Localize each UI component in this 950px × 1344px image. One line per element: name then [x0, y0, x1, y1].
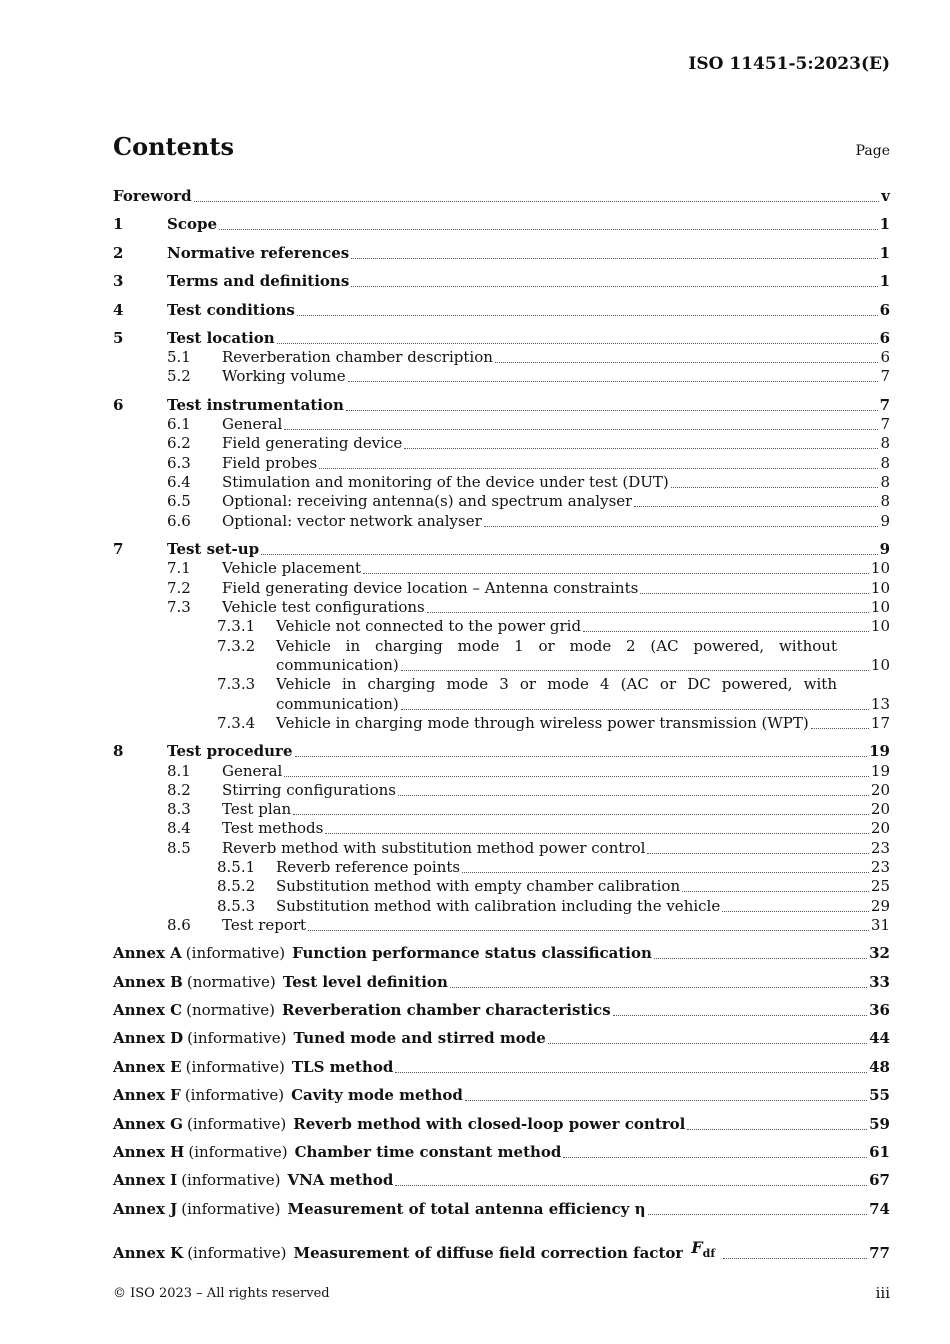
annex-entry[interactable] [113, 973, 890, 993]
toc-entry-page: 7 [879, 396, 890, 414]
annex-page: 77 [869, 1244, 890, 1263]
annex-letter: Annex K [113, 1244, 184, 1263]
toc-entry-continuation[interactable] [276, 695, 890, 715]
leader-dots [404, 447, 878, 449]
annex-entry[interactable] [113, 1238, 890, 1264]
toc-entry-page: 19 [869, 742, 890, 760]
toc-entry-number: 6.1 [167, 415, 191, 433]
annex-kind: (normative) [186, 973, 276, 991]
leader-dots [351, 285, 877, 287]
annex-symbol [691, 1238, 715, 1264]
leader-dots [634, 505, 878, 507]
leader-dots [319, 467, 878, 469]
toc-entry[interactable] [113, 637, 890, 657]
toc-entry-page: 29 [870, 897, 890, 915]
annex-title: Chamber time constant method [294, 1143, 562, 1161]
toc-entry-number: 7.2 [167, 579, 191, 597]
toc-entry[interactable] [113, 415, 890, 435]
toc-entry[interactable] [113, 434, 890, 454]
leader-dots [351, 257, 877, 259]
page-column-label: Page [855, 143, 890, 159]
toc-entry-page: 8 [880, 492, 890, 510]
toc-entry-number: 6 [113, 396, 124, 414]
annex-kind: (informative) [181, 1171, 281, 1189]
toc-entry-title: Vehicle placement [222, 559, 362, 577]
toc-entry-page: 8 [880, 434, 890, 452]
annex-entry[interactable] [113, 1171, 890, 1191]
toc-entry-page: 6 [880, 348, 890, 366]
toc-entry-page: 8 [880, 473, 890, 491]
toc-entry-number: 8.5 [167, 839, 191, 857]
leader-dots [401, 708, 869, 710]
toc-entry-page: 1 [879, 272, 890, 290]
toc-entry-page: 23 [870, 858, 890, 876]
toc-entry[interactable] [113, 215, 890, 235]
toc-entry-number: 1 [113, 215, 124, 233]
toc-entry-title: Test report [222, 916, 307, 934]
toc-entry-page: 6 [879, 329, 890, 347]
annex-title: Measurement of diffuse field correction factor [293, 1244, 684, 1263]
toc-entry-title: Stimulation and monitoring of the device under test (DUT) [222, 473, 669, 491]
leader-dots [548, 1042, 867, 1044]
toc-entry-page: 20 [870, 781, 890, 799]
toc-entry-page: 9 [879, 540, 890, 558]
toc-entry[interactable] [113, 916, 890, 936]
toc-entry-title: Vehicle in charging mode through wireless power transmission (WPT) [276, 714, 809, 732]
annex-letter: Annex E [113, 1058, 182, 1076]
annex-letter: Annex F [113, 1086, 181, 1104]
toc-entry[interactable] [113, 579, 890, 599]
annex-kind: (informative) [188, 1143, 288, 1161]
toc-entry-number: 7 [113, 540, 124, 558]
toc-entry-title: Optional: vector network analyser [222, 512, 482, 530]
leader-dots [654, 957, 867, 959]
toc-entry[interactable] [113, 858, 890, 878]
leader-dots [647, 852, 869, 854]
toc-entry-number: 3 [113, 272, 124, 290]
toc-entry[interactable] [113, 819, 890, 839]
toc-entry-title: Field generating device [222, 434, 403, 452]
toc-entry-title: Test plan [222, 800, 292, 818]
toc-entry-title: Vehicle in charging mode 1 or mode 2 (AC powered, without [276, 637, 837, 655]
toc-entry[interactable] [113, 877, 890, 897]
leader-dots [722, 910, 869, 912]
toc-entry-title: Test location [167, 329, 275, 347]
annex-page: 36 [869, 1001, 890, 1019]
leader-dots [687, 1128, 867, 1130]
leader-dots [346, 409, 878, 411]
leader-dots [219, 228, 878, 230]
toc-entry[interactable] [113, 897, 890, 917]
document-id: ISO 11451-5:2023(E) [688, 54, 890, 74]
toc-entry[interactable] [113, 512, 890, 532]
contents-title: Contents [113, 132, 234, 161]
toc-entry-page: 19 [870, 762, 890, 780]
toc-entry-page: v [881, 187, 890, 205]
leader-dots [450, 986, 867, 988]
toc-entry-number: 5 [113, 329, 124, 347]
annex-entry[interactable] [113, 1115, 890, 1135]
toc-entry[interactable] [113, 559, 890, 579]
toc-entry[interactable] [113, 348, 890, 368]
annex-page: 61 [869, 1143, 890, 1161]
toc-entry-title: Reverberation chamber description [222, 348, 493, 366]
annex-kind: (informative) [184, 1086, 285, 1104]
annex-title: Reverb method with closed-loop power control [293, 1115, 686, 1133]
annex-kind: (normative) [186, 1001, 276, 1019]
toc-entry-number: 8.6 [167, 916, 191, 934]
annex-title: Measurement of total antenna efficiency η [287, 1200, 646, 1218]
toc-entry-number: 6.2 [167, 434, 191, 452]
toc-entry-number: 6.3 [167, 454, 191, 472]
toc-entry-title: Test conditions [167, 301, 295, 319]
annex-letter: Annex J [113, 1200, 178, 1218]
toc-entry[interactable] [113, 781, 890, 801]
annex-letter: Annex I [113, 1171, 178, 1189]
toc-entry-title: Stirring configurations [222, 781, 396, 799]
toc-entry[interactable] [113, 329, 890, 349]
toc-entry[interactable] [113, 454, 890, 474]
leader-dots [325, 832, 869, 834]
leader-dots [348, 380, 879, 382]
toc-entry-page: 20 [870, 800, 890, 818]
toc-entry-number: 8.2 [167, 781, 191, 799]
toc-entry[interactable] [113, 272, 890, 292]
annex-symbol-subscript: df [702, 1247, 716, 1261]
leader-dots [293, 813, 869, 815]
toc-entry-number: 7.3.3 [217, 675, 256, 693]
toc-entry-page: 23 [870, 839, 890, 857]
leader-dots [583, 630, 869, 632]
annex-kind: (informative) [187, 1029, 287, 1047]
toc-entry[interactable] [113, 492, 890, 512]
toc-entry-title: Foreword [113, 187, 192, 205]
toc-entry-title: Reverb reference points [276, 858, 461, 876]
annex-entry[interactable] [113, 1058, 890, 1078]
annex-kind: (informative) [181, 1200, 281, 1218]
annex-page: 44 [869, 1029, 890, 1047]
toc-entry-title: Optional: receiving antenna(s) and spectrum analyser [222, 492, 633, 510]
toc-entry-page: 8 [880, 454, 890, 472]
leader-dots [640, 592, 869, 594]
annex-letter: Annex H [113, 1143, 185, 1161]
leader-dots [398, 794, 869, 796]
toc-entry-number: 8.3 [167, 800, 191, 818]
toc-entry-title: Working volume [222, 367, 346, 385]
leader-dots [671, 486, 879, 488]
toc-entry-title: Scope [167, 215, 218, 233]
annex-page: 32 [869, 944, 890, 962]
annex-letter: Annex B [113, 973, 183, 991]
toc-entry-title: Substitution method with empty chamber calibration [276, 877, 681, 895]
toc-entry[interactable] [113, 714, 890, 734]
leader-dots [563, 1156, 867, 1158]
toc-entry-page: 20 [870, 819, 890, 837]
leader-dots [284, 428, 878, 430]
leader-dots [723, 1257, 867, 1259]
page-number: iii [875, 1284, 890, 1302]
annex-title: Cavity mode method [291, 1086, 463, 1104]
leader-dots [465, 1099, 867, 1101]
toc-entry-number: 8.5.2 [217, 877, 256, 895]
leader-dots [261, 553, 877, 555]
toc-entry-page: 31 [870, 916, 890, 934]
toc-entry-number: 6.5 [167, 492, 191, 510]
toc-entry-page: 13 [870, 695, 890, 713]
toc-entry[interactable] [113, 244, 890, 264]
toc-entry[interactable] [113, 617, 890, 637]
annex-title: Tuned mode and stirred mode [293, 1029, 546, 1047]
leader-dots [395, 1071, 867, 1073]
toc-entry-number: 2 [113, 244, 124, 262]
toc-entry[interactable] [113, 800, 890, 820]
toc-entry-number: 8 [113, 742, 124, 760]
annex-entry[interactable] [113, 1029, 890, 1049]
annex-entry[interactable] [113, 944, 890, 964]
toc-entry-number: 8.5.3 [217, 897, 256, 915]
annex-page: 55 [869, 1086, 890, 1104]
annex-kind: (informative) [185, 1058, 285, 1076]
toc-entry-number: 6.6 [167, 512, 191, 530]
toc-entry[interactable] [113, 396, 890, 416]
copyright-notice: © ISO 2023 – All rights reserved [113, 1286, 330, 1301]
toc-entry-page: 17 [870, 714, 890, 732]
annex-kind: (informative) [186, 1115, 287, 1133]
toc-entry-page: 7 [880, 367, 890, 385]
toc-entry-number: 8.5.1 [217, 858, 256, 876]
toc-entry[interactable] [113, 367, 890, 387]
toc-entry-number: 5.1 [167, 348, 191, 366]
annex-title: TLS method [291, 1058, 394, 1076]
leader-dots [295, 755, 868, 757]
annex-title: VNA method [287, 1171, 394, 1189]
annex-page: 33 [869, 973, 890, 991]
toc-entry[interactable] [113, 187, 890, 207]
leader-dots [682, 890, 869, 892]
toc-entry-page: 7 [880, 415, 890, 433]
toc-entry-number: 7.3 [167, 598, 191, 616]
leader-dots [284, 775, 869, 777]
toc-entry-number: 7.3.4 [217, 714, 256, 732]
leader-dots [462, 871, 869, 873]
annex-page: 59 [869, 1115, 890, 1133]
toc-entry[interactable] [113, 675, 890, 695]
toc-entry-page: 10 [870, 559, 890, 577]
leader-dots [277, 342, 878, 344]
leader-dots [194, 200, 880, 202]
annex-kind: (informative) [187, 1244, 287, 1263]
leader-dots [613, 1014, 867, 1016]
toc-entry-page: 1 [879, 244, 890, 262]
leader-dots [495, 361, 879, 363]
leader-dots [648, 1213, 868, 1215]
leader-dots [811, 727, 869, 729]
annex-entry[interactable] [113, 1001, 890, 1021]
toc-entry[interactable] [113, 839, 890, 859]
toc-entry-page: 6 [879, 301, 890, 319]
annex-kind: (informative) [185, 944, 286, 962]
toc-entry-title: Test set-up [167, 540, 260, 558]
toc-entry-number: 4 [113, 301, 124, 319]
toc-entry-number: 8.1 [167, 762, 191, 780]
leader-dots [427, 611, 869, 613]
toc-entry-title: Normative references [167, 244, 350, 262]
toc-entry-title: General [222, 415, 283, 433]
toc-entry-page: 10 [870, 598, 890, 616]
toc-entry-title-continued: communication) [276, 656, 399, 674]
toc-entry[interactable] [113, 742, 890, 762]
toc-entry-title: Terms and definitions [167, 272, 350, 290]
annex-page: 74 [869, 1200, 890, 1218]
annex-page: 48 [869, 1058, 890, 1076]
toc-entry-title: Substitution method with calibration including the vehicle [276, 897, 721, 915]
toc-entry-page: 10 [870, 579, 890, 597]
toc-entry-page: 9 [880, 512, 890, 530]
annex-letter: Annex A [113, 944, 182, 962]
annex-letter: Annex D [113, 1029, 184, 1047]
toc-entry-title: General [222, 762, 283, 780]
toc-entry-title: Reverb method with substitution method power control [222, 839, 646, 857]
toc-entry-title: Field generating device location – Antenna constraints [222, 579, 639, 597]
leader-dots [363, 572, 869, 574]
annex-letter: Annex C [113, 1001, 183, 1019]
toc-entry-title: Vehicle not connected to the power grid [276, 617, 582, 635]
annex-title: Test level definition [282, 973, 448, 991]
toc-entry-title: Field probes [222, 454, 318, 472]
toc-entry-page: 10 [870, 617, 890, 635]
annex-letter: Annex G [113, 1115, 183, 1133]
leader-dots [395, 1184, 867, 1186]
toc-entry-page: 10 [870, 656, 890, 674]
toc-entry[interactable] [113, 598, 890, 618]
annex-symbol-letter: F [691, 1238, 703, 1257]
toc-entry-title: Vehicle in charging mode 3 or mode 4 (AC or DC powered, with [276, 675, 837, 693]
toc-entry-number: 6.4 [167, 473, 191, 491]
toc-entry-number: 7.3.1 [217, 617, 256, 635]
annex-entry[interactable] [113, 1143, 890, 1163]
toc-entry[interactable] [113, 301, 890, 321]
toc-entry-title-continued: communication) [276, 695, 399, 713]
toc-entry-title: Test methods [222, 819, 324, 837]
toc-entry-number: 7.1 [167, 559, 191, 577]
annex-page: 67 [869, 1171, 890, 1189]
annex-entry[interactable] [113, 1200, 890, 1220]
toc-entry[interactable] [113, 540, 890, 560]
toc-entry-continuation[interactable] [276, 656, 890, 676]
leader-dots [297, 314, 878, 316]
toc-entry-title: Vehicle test configurations [222, 598, 425, 616]
leader-dots [484, 525, 879, 527]
toc-entry[interactable] [113, 762, 890, 782]
toc-entry-title: Test procedure [167, 742, 293, 760]
toc-entry-number: 5.2 [167, 367, 191, 385]
leader-dots [401, 669, 869, 671]
annex-title: Function performance status classification [292, 944, 652, 962]
toc-entry-number: 7.3.2 [217, 637, 256, 655]
leader-dots [308, 929, 869, 931]
annex-title: Reverberation chamber characteristics [282, 1001, 611, 1019]
toc-entry-number: 8.4 [167, 819, 191, 837]
toc-entry-title: Test instrumentation [167, 396, 344, 414]
toc-entry-page: 1 [879, 215, 890, 233]
toc-entry-page: 25 [870, 877, 890, 895]
toc-entry[interactable] [113, 473, 890, 493]
annex-entry[interactable] [113, 1086, 890, 1106]
